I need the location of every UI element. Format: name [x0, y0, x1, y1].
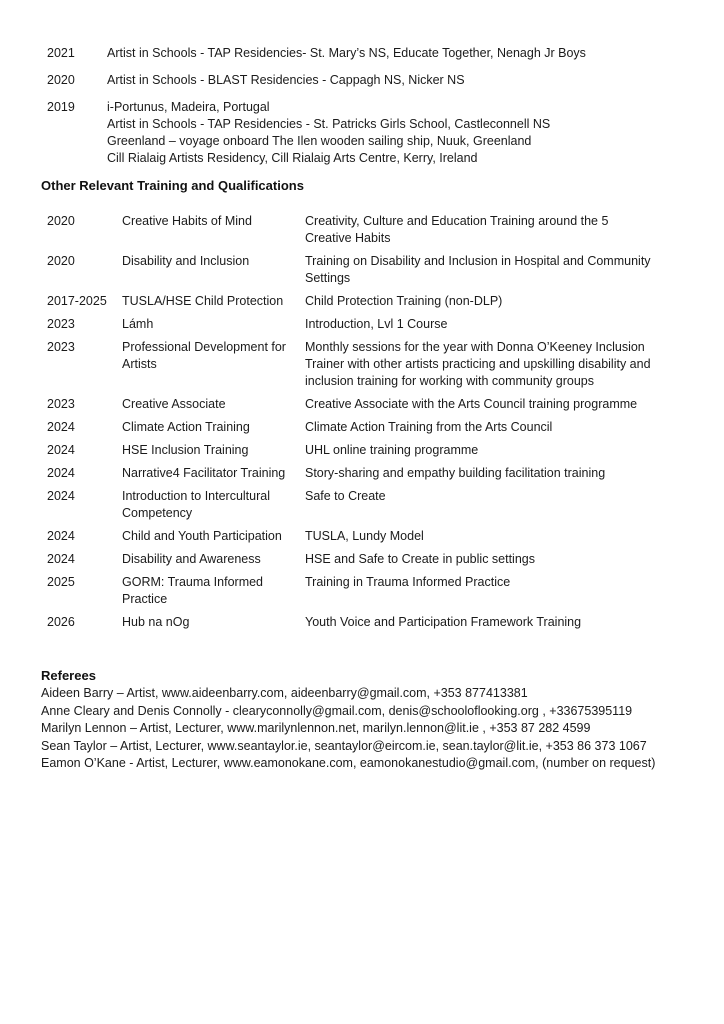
training-row [41, 442, 679, 459]
training-year: 2024 [47, 529, 75, 543]
referee-entry: Marilyn Lennon – Artist, Lecturer, www.marilynlennon.net, marilyn.lennon@lit.ie , +353 87 282 4599 [41, 721, 591, 735]
training-year: 2025 [47, 575, 75, 589]
training-description: Introduction, Lvl 1 Course [305, 317, 448, 331]
training-row [41, 614, 679, 631]
referee-entry: Aideen Barry – Artist, www.aideenbarry.com, aideenbarry@gmail.com, +353 877413381 [41, 686, 528, 700]
residency-entry: Artist in Schools - TAP Residencies - St. Patricks Girls School, Castleconnell NS [107, 117, 551, 131]
training-year: 2024 [47, 466, 75, 480]
residency-year: 2020 [47, 73, 75, 87]
training-course: HSE Inclusion Training [122, 443, 249, 457]
training-year: 2024 [47, 420, 75, 434]
training-course: Child and Youth Participation [122, 529, 282, 543]
training-row [41, 293, 679, 310]
training-course: Narrative4 Facilitator Training [122, 466, 286, 480]
training-course: Introduction to Intercultural Competency [122, 489, 270, 520]
training-description: Safe to Create [305, 489, 386, 503]
training-row [41, 339, 679, 390]
training-year: 2024 [47, 552, 75, 566]
training-course: Lámh [122, 317, 154, 331]
referee-entry: Eamon O’Kane - Artist, Lecturer, www.eamonokane.com, eamonokanestudio@gmail.com, (number on request) [41, 756, 656, 770]
training-description: Child Protection Training (non-DLP) [305, 294, 503, 308]
training-row [41, 528, 679, 545]
training-description: Creative Associate with the Arts Council training programme [305, 397, 638, 411]
training-course: Hub na nOg [122, 615, 190, 629]
training-description: Training on Disability and Inclusion in Hospital and Community Settings [305, 254, 651, 285]
training-row [41, 574, 679, 608]
training-description: TUSLA, Lundy Model [305, 529, 424, 543]
residency-entry: Cill Rialaig Artists Residency, Cill Rialaig Arts Centre, Kerry, Ireland [107, 151, 478, 165]
residency-year: 2021 [47, 46, 75, 60]
training-row [41, 419, 679, 436]
training-row [41, 396, 679, 413]
training-year: 2024 [47, 443, 75, 457]
training-description: UHL online training programme [305, 443, 479, 457]
training-year: 2020 [47, 214, 75, 228]
residency-year: 2019 [47, 100, 75, 114]
residency-lines [107, 99, 679, 167]
residency-entry: Greenland – voyage onboard The Ilen wooden sailing ship, Nuuk, Greenland [107, 134, 532, 148]
training-row [41, 316, 679, 333]
training-course: Disability and Inclusion [122, 254, 250, 268]
training-year: 2020 [47, 254, 75, 268]
training-course: Disability and Awareness [122, 552, 261, 566]
training-year: 2024 [47, 489, 75, 503]
training-course: TUSLA/HSE Child Protection [122, 294, 284, 308]
training-course: Climate Action Training [122, 420, 250, 434]
residency-entry: i-Portunus, Madeira, Portugal [107, 100, 270, 114]
residency-row [41, 45, 679, 62]
training-row [41, 551, 679, 568]
training-section-heading: Other Relevant Training and Qualifications [41, 178, 304, 193]
training-year: 2023 [47, 317, 75, 331]
training-description: Training in Trauma Informed Practice [305, 575, 511, 589]
training-year: 2023 [47, 397, 75, 411]
training-course: Creative Habits of Mind [122, 214, 252, 228]
training-row [41, 253, 679, 287]
training-description: Story-sharing and empathy building facilitation training [305, 466, 606, 480]
residency-row [41, 99, 679, 167]
residency-lines [107, 45, 679, 62]
training-description: Climate Action Training from the Arts Council [305, 420, 553, 434]
training-row [41, 465, 679, 482]
referees-heading: Referees [41, 668, 96, 683]
training-year: 2023 [47, 340, 75, 354]
training-description: Youth Voice and Participation Framework Training [305, 615, 582, 629]
training-section [41, 213, 679, 631]
training-description: Monthly sessions for the year with Donna O’Keeney Inclusion Trainer with other artists practicing and upskilling disability and inclusion training for working with community groups [305, 340, 651, 388]
training-description: Creativity, Culture and Education Training around the 5 Creative Habits [305, 214, 609, 245]
referee-entry: Sean Taylor – Artist, Lecturer, www.seantaylor.ie, seantaylor@eircom.ie, sean.taylor@lit.ie, +353 86 373 1067 [41, 738, 647, 753]
residencies-section [41, 45, 679, 167]
training-row [41, 213, 679, 247]
referees-section [41, 667, 679, 773]
training-course: Professional Development for Artists [122, 340, 286, 371]
residency-entry: Artist in Schools - BLAST Residencies - Cappagh NS, Nicker NS [107, 73, 465, 87]
training-course: GORM: Trauma Informed Practice [122, 575, 264, 606]
training-row [41, 488, 679, 522]
training-year: 2026 [47, 615, 75, 629]
training-course: Creative Associate [122, 397, 226, 411]
training-year: 2017-2025 [47, 294, 107, 308]
residency-row [41, 72, 679, 89]
residency-lines [107, 72, 679, 89]
referee-entry: Anne Cleary and Denis Connolly - clearyconnolly@gmail.com, denis@schooloflooking.org , +33675395119 [41, 703, 633, 718]
training-description: HSE and Safe to Create in public settings [305, 552, 535, 566]
residency-entry: Artist in Schools - TAP Residencies- St. Mary’s NS, Educate Together, Nenagh Jr Boys [107, 46, 586, 60]
